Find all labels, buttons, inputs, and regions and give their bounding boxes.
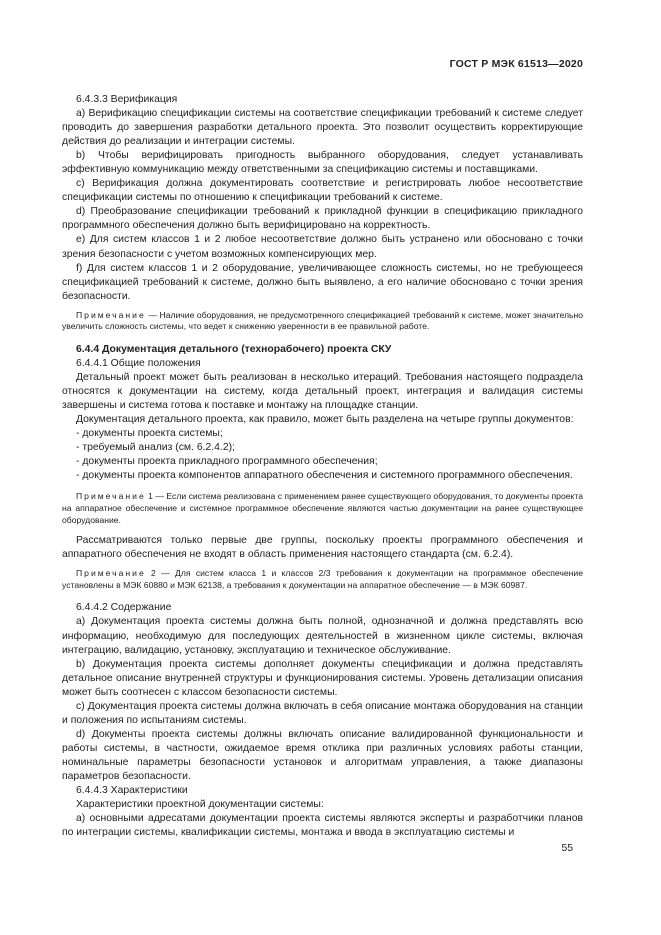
paragraph: b) Чтобы верифицировать пригодность выбранного оборудования, следует устанавливать эффективную коммуникацию между ответственными за спецификацию системы и поставщиками. <box>62 150 583 176</box>
paragraph: a) Верификацию спецификации системы на соответствие спецификации требований к системе следует проводить до завершения разработки детального проекта. Это позволит осуществить корректирующие действия до реализации и интеграции системы. <box>62 108 583 148</box>
paragraph: Рассматриваются только первые две группы, поскольку проекты программного обеспечения и аппаратного обеспечения не входят в область применения настоящего стандарта (см. 6.2.4). <box>62 535 583 561</box>
note-label: Примечание <box>76 309 146 320</box>
subsection-heading: 6.4.4.1 Общие положения <box>76 357 201 369</box>
paragraph: f) Для систем классов 1 и 2 оборудование, увеличивающее сложность системы, но не требующееся спецификацией требований к системе, должно быть выявлено, а его наличие обосновано с точки зрения безопасности. <box>62 262 583 302</box>
note-label: Примечание <box>76 568 146 579</box>
paragraph: Детальный проект может быть реализован в несколько итераций. Требования настоящего подраздела относятся к документации на систему, когда детальный проект, интеграция и валидация системы завершены и система готова к поставке и монтажу на площадке станции. <box>62 371 583 412</box>
paragraph: d) Документы проекта системы должны включать описание валидированной функциональности и работы системы, в частности, ожидаемое время отклика при различных условиях работы станции, номинальные параметры безопасности установок и алгоритмам управления, а также диапазоны параметров безопасности. <box>62 728 583 782</box>
subsection-heading: 6.4.4.3 Характеристики <box>76 785 188 797</box>
note-text: 1 — Если система реализована с применением ранее существующего оборудования, то документы проекта на аппаратное обеспечение и системное программное обеспечение являются частью документации на ранее существующее оборудование. <box>62 491 583 525</box>
paragraph: e) Для систем классов 1 и 2 любое несоответствие должно быть устранено или обосновано с точки зрения безопасности с учетом возможных компенсирующих мер. <box>62 234 583 260</box>
note <box>62 491 583 526</box>
list-item: - требуемый анализ (см. 6.2.4.2); <box>76 442 235 454</box>
paragraph: c) Документация проекта системы должна включать в себя описание монтажа оборудования на станции и положения по испытаниям системы. <box>62 700 583 726</box>
note-label: Примечание <box>76 491 146 502</box>
note-text: 2 — Для систем класса 1 и классов 2/3 требования к документации на программное обеспечение установлены в МЭК 60880 и МЭК 62138, а требования к документации на аппаратное обеспечение — в МЭК 60987. <box>62 568 583 590</box>
paragraph: d) Преобразование спецификации требований к прикладной функции в спецификацию прикладного программного обеспечения должно быть верифицировано на корректность. <box>62 206 583 232</box>
section-heading-6433: 6.4.3.3 Верификация <box>76 94 178 105</box>
subsection-heading: 6.4.4.2 Содержание <box>76 602 172 614</box>
paragraph: b) Документация проекта системы дополняет документы спецификации и должна представлять детальное описание внутренней структуры и функционирования системы. Уровень детализации описания может быть соотнесен с классом безопасности системы. <box>62 658 583 698</box>
section-heading-644: 6.4.4 Документация детального (технорабочего) проекта СКУ <box>76 343 392 355</box>
note <box>62 310 583 333</box>
paragraph: Характеристики проектной документации системы: <box>76 799 324 811</box>
list-item: - документы проекта прикладного программного обеспечения; <box>76 456 378 468</box>
standard-header: ГОСТ Р МЭК 61513—2020 <box>449 58 583 70</box>
paragraph: a) основными адресатами документации проекта системы являются эксперты и разработчики планов по интеграции системы, квалификации системы, монтажа и ввода в эксплуатацию системы и <box>62 813 583 839</box>
note <box>62 568 583 591</box>
list-item: - документы проекта компонентов аппаратного обеспечения и системного программного обеспечения. <box>76 470 573 482</box>
paragraph: c) Верификация должна документировать соответствие и регистрировать любое несоответствие спецификации системы по отношению к спецификации требований к системе. <box>62 178 583 204</box>
paragraph: Документация детального проекта, как правило, может быть разделена на четыре группы документов: <box>76 414 574 426</box>
paragraph: a) Документация проекта системы должна быть полной, однозначной и должна представлять всю информацию, необходимую для последующих деятельностей в жизненном цикле системы, включая интеграцию, валидацию, установку, эксплуатацию и техническое обслуживание. <box>62 616 583 656</box>
list-item: - документы проекта системы; <box>76 428 223 440</box>
note-text: — Наличие оборудования, не предусмотренного спецификацией требований к системе, может значительно увеличить сложность системы, что ведет к снижению уверенности в ее правильной работе. <box>62 309 583 332</box>
page-number: 55 <box>561 843 573 854</box>
page-content <box>62 93 583 840</box>
